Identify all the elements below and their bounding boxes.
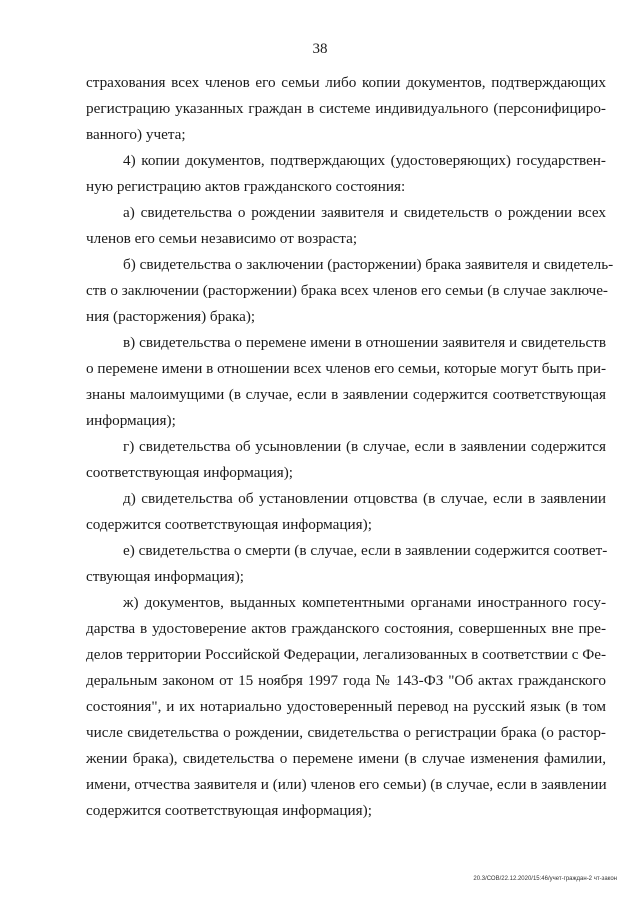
- text-line: состояния", и их нотариально удостоверенный перевод на русский язык (в том: [86, 698, 606, 715]
- text-line: содержится соответствующая информация);: [86, 516, 372, 533]
- text-line: д) свидетельства об установлении отцовства (в случае, если в заявлении: [123, 490, 606, 507]
- text-line: в) свидетельства о перемене имени в отношении заявителя и свидетельств: [123, 334, 606, 351]
- text-line: 4) копии документов, подтверждающих (удостоверяющих) государствен-: [123, 152, 606, 169]
- footer-reference: 20.3/СОВ/22.12.2020/15:46/учет-граждан-2 чт-закон: [473, 876, 617, 882]
- text-line: содержится соответствующая информация);: [86, 802, 372, 819]
- text-line: числе свидетельства о рождении, свидетельства о регистрации брака (о растор-: [86, 724, 606, 741]
- text-line: б) свидетельства о заключении (расторжении) брака заявителя и свидетель-: [123, 256, 614, 273]
- text-line: деральным законом от 15 ноября 1997 года № 143-ФЗ "Об актах гражданского: [86, 672, 606, 689]
- text-line: г) свидетельства об усыновлении (в случае, если в заявлении содержится: [123, 438, 606, 455]
- body-text: [86, 70, 614, 824]
- text-line: е) свидетельства о смерти (в случае, если в заявлении содержится соответ-: [123, 542, 608, 559]
- page-number: 38: [312, 41, 328, 57]
- text-line: ния (расторжения) брака);: [86, 308, 256, 325]
- text-line: ств о заключении (расторжении) брака всех членов его семьи (в случае заключе-: [86, 282, 608, 299]
- text-line: соответствующая информация);: [86, 464, 294, 481]
- text-line: ствующая информация);: [86, 568, 245, 585]
- text-line: знаны малоимущими (в случае, если в заявлении содержится соответствующая: [86, 386, 606, 403]
- text-line: ную регистрацию актов гражданского состояния:: [86, 178, 406, 195]
- text-line: дарства в удостоверение актов гражданского состояния, совершенных вне пре-: [86, 620, 606, 637]
- text-line: а) свидетельства о рождении заявителя и свидетельств о рождении всех: [123, 204, 606, 221]
- text-line: страхования всех членов его семьи либо копии документов, подтверждающих: [86, 74, 606, 91]
- text-line: информация);: [86, 412, 176, 429]
- text-line: жении брака), свидетельства о перемене имени (в случае изменения фамилии,: [86, 750, 606, 767]
- text-line: делов территории Российской Федерации, легализованных в соответствии с Фе-: [86, 646, 607, 663]
- text-line: членов его семьи независимо от возраста;: [86, 230, 358, 247]
- text-line: регистрацию указанных граждан в системе индивидуального (персонифициро-: [86, 100, 606, 117]
- text-line: ванного) учета;: [86, 126, 186, 143]
- text-line: имени, отчества заявителя и (или) членов его семьи) (в случае, если в заявлении: [86, 776, 607, 793]
- text-line: о перемене имени в отношении всех членов его семьи, которые могут быть при-: [86, 360, 606, 377]
- text-line: ж) документов, выданных компетентными органами иностранного госу-: [123, 594, 606, 611]
